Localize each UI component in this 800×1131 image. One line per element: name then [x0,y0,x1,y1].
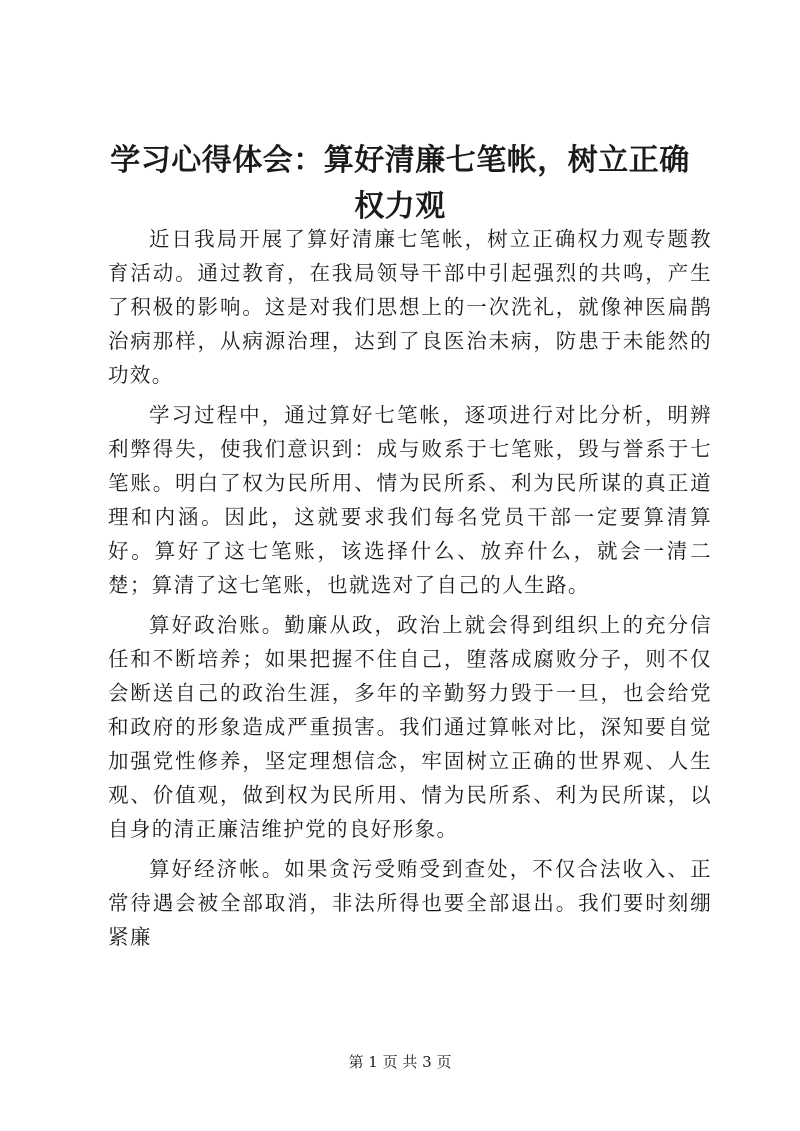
paragraph-learning-process: 学习过程中，通过算好七笔帐，逐项进行对比分析，明辨利弊得失，使我们意识到：成与败系于七笔账，毁与誉系于七笔账。明白了权为民所用、情为民所系、利为民所谋的真正道理和内涵。因此，这就要求我们每名党员干部一定要算清算好。算好了这七笔账，该选择什么、放弃什么，就会一清二楚；算清了这七笔账，也就选对了自己的人生路。 [108,403,712,597]
page-footer: 第 1 页 共 3 页 [348,1053,452,1071]
paragraph-political-account: 算好政治账。勤廉从政，政治上就会得到组织上的充分信任和不断培养；如果把握不住自己，堕落成腐败分子，则不仅会断送自己的政治生涯，多年的辛勤努力毁于一旦，也会给党和政府的形象造成严重损害。我们通过算帐对比，深知要自觉加强党性修养，坚定理想信念，牢固树立正确的世界观、人生观、价值观，做到权为民所用、情为民所系、利为民所谋，以自身的清正廉洁维护党的良好形象。 [108,613,712,841]
paragraph-intro: 近日我局开展了算好清廉七笔帐，树立正确权力观专题教育活动。通过教育，在我局领导干部中引起强烈的共鸣，产生了积极的影响。这是对我们思想上的一次洗礼，就像神医扁鹊治病那样，从病源治理，达到了良医治未病，防患于未能然的功效。 [108,227,712,387]
paragraph-economic-account: 算好经济帐。如果贪污受贿受到查处，不仅合法收入、正常待遇会被全部取消，非法所得也要全部退出。我们要时刻绷紧廉 [108,857,712,949]
document-title: 学习心得体会：算好清廉七笔帐，树立正确权力观 [110,143,690,224]
document-body [108,222,712,956]
